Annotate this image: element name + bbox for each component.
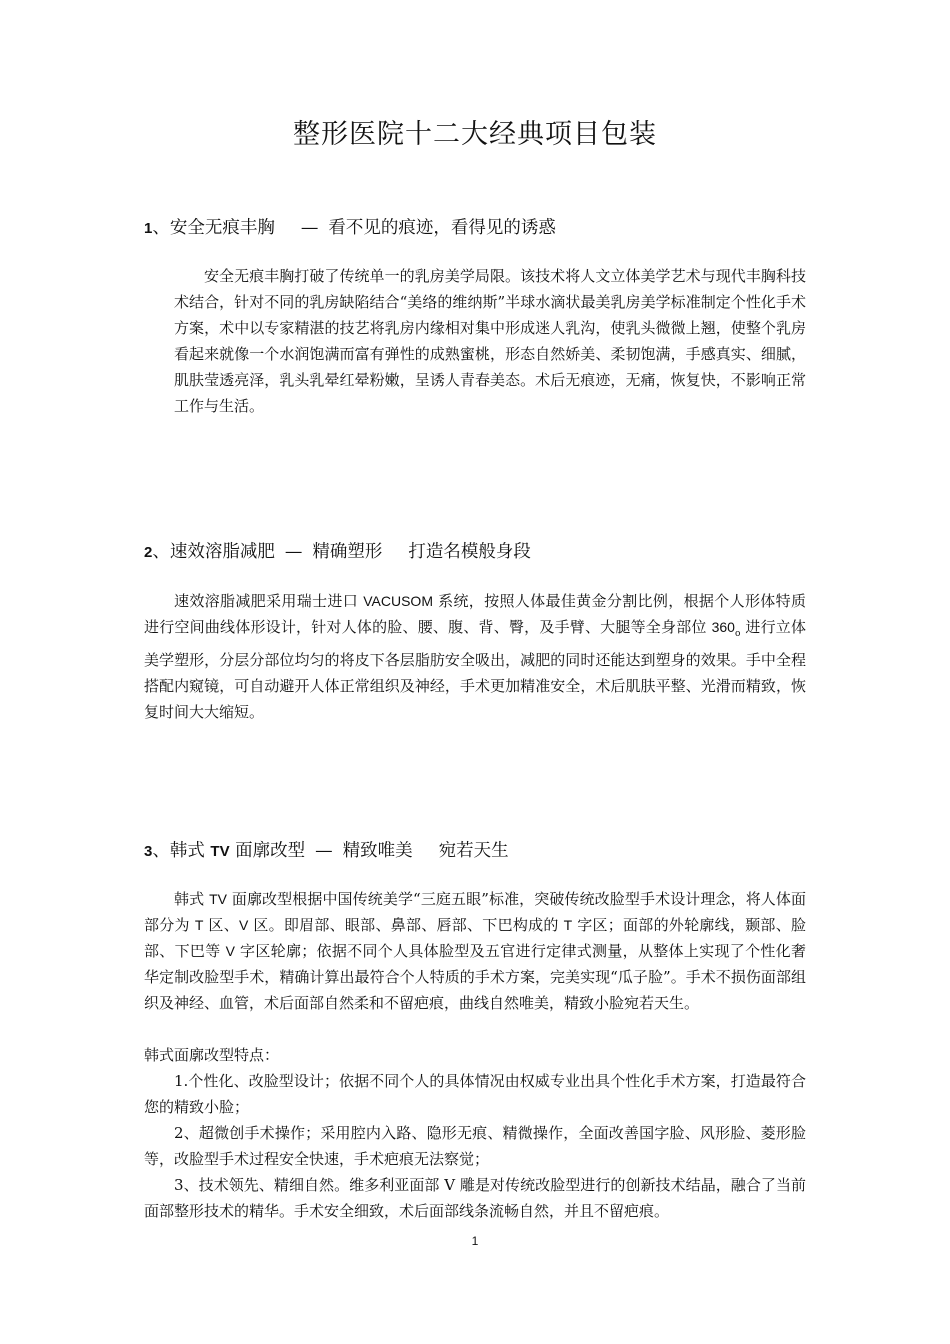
section-3-features-title: 韩式面廓改型特点： (144, 1046, 280, 1064)
section-1-tagline: 看不见的痕迹，看得见的诱惑 (328, 218, 556, 238)
section-2-body-system: VACUSOM (363, 593, 433, 609)
section-2-tagline-a: 精确塑形 (312, 542, 383, 562)
section-3-dash: — (315, 841, 333, 861)
section-2-body-degree: 360 (711, 619, 735, 635)
section-1-body: 安全无痕丰胸打破了传统单一的乳房美学局限。该技术将人文立体美学艺术与现代丰胸科技术结合，针对不同的乳房缺陷结合“美络的维纳斯”半球水滴状最美乳房美学标准制定个性化手术方案，术中以专家精湛的技艺将乳房内缘相对集中形成迷人乳沟，使乳头微微上翘，使整个乳房看起来就像一个水润饱满而富有弹性的成熟蜜桃，形态自然娇美、柔韧饱满，手感真实、细腻，肌肤莹透亮泽，乳头乳晕红晕粉嫩，呈诱人青春美态。术后无痕迹，无痛，恢复快，不影响正常工作与生活。 (174, 267, 806, 415)
section-2-tagline-b: 打造名模般身段 (408, 542, 531, 562)
section-2-body-part-a: 速效溶脂减肥采用瑞士进口 (174, 592, 364, 610)
section-1-heading (144, 214, 556, 239)
section-3-body-t-zone: T (194, 917, 204, 933)
section-3-heading (144, 837, 509, 862)
section-1-number: 1 (144, 220, 153, 237)
section-3-body-part-c: 区、 (203, 916, 239, 934)
section-2-name: 速效溶脂减肥 (169, 542, 275, 562)
section-3-feature-1: 1.个性化、改脸型设计；依据不同个人的具体情况由权威专业出具个性化手术方案，打造最符合您的精致小脸； (144, 1072, 806, 1116)
section-3-name-b: 面廓改型 (229, 841, 306, 861)
section-3-body-v-zone-2: V (225, 943, 235, 959)
section-3-body (144, 886, 806, 1016)
section-2-body (144, 588, 806, 725)
section-3-name-a: 韩式 (169, 841, 211, 861)
section-2-separator: 、 (152, 542, 170, 562)
section-2-body-degree-mark: o (734, 629, 741, 639)
section-2-body-part-b: 系统，按照人体最佳黄金分割比例，根据个人形体特质进行空间曲线体形设计，针对人体的脸、腰、腹、背、臀，及手臂、大腿等全身部位 (144, 592, 806, 636)
section-2-dash: — (284, 542, 303, 562)
section-3-tagline-a: 精致唯美 (342, 841, 413, 861)
section-3-body-v-zone: V (238, 917, 249, 933)
section-1-dash: — (300, 218, 319, 238)
section-3-number: 3 (144, 843, 153, 860)
section-2-body-part-c: 进行立体美学塑形，分层分部位均匀的将皮下各层脂肪安全吸出，减肥的同时还能达到塑身的效果。手中全程搭配内窥镜，可自动避开人体正常组织及神经，手术更加精准安全，术后肌肤平整、光滑而精致，恢复时间大大缩短。 (144, 618, 806, 721)
section-3-body-t-zone-2: T (563, 917, 573, 933)
document-title: 整形医院十二大经典项目包装 (293, 119, 657, 150)
section-1-separator: 、 (152, 218, 170, 238)
section-3-body-tv: TV (209, 891, 227, 907)
section-2-number: 2 (144, 544, 153, 561)
section-3-body-part-e: 字区；面部的外轮廓线，颞部、脸部、下巴等 (144, 916, 806, 960)
section-1-name: 安全无痕丰胸 (169, 218, 275, 238)
section-2-heading (144, 538, 531, 563)
section-3-body-part-b: 面廓改型根据中国传统美学“三庭五眼”标准，突破传统改脸型手术设计理念，将人体面部分为 (144, 890, 806, 934)
section-3-name-latin: TV (210, 843, 230, 860)
section-3-separator: 、 (152, 841, 170, 861)
section-3-body-part-d: 区。即眉部、眼部、鼻部、唇部、下巴构成的 (248, 916, 564, 934)
section-3-body-part-a: 韩式 (174, 890, 210, 908)
section-3-tagline-b: 宛若天生 (438, 841, 509, 861)
section-3-feature-3: 3、技术领先、精细自然。维多利亚面部 V 雕是对传统改脸型进行的创新技术结晶，融合了当前面部整形技术的精华。手术安全细致，术后面部线条流畅自然，并且不留疤痕。 (144, 1176, 806, 1220)
section-3-feature-2: 2、超微创手术操作；采用腔内入路、隐形无痕、精微操作，全面改善国字脸、风形脸、菱形脸等，改脸型手术过程安全快速，手术疤痕无法察觉； (144, 1124, 806, 1168)
section-3-body-part-f: 字区轮廓；依据不同个人具体脸型及五官进行定律式测量，从整体上实现了个性化奢华定制改脸型手术，精确计算出最符合个人特质的手术方案，完美实现“瓜子脸”。手术不损伤面部组织及神经、血管，术后面部自然柔和不留疤痕，曲线自然唯美，精致小脸宛若天生。 (144, 942, 806, 1012)
page-number: 1 (471, 1234, 479, 1248)
